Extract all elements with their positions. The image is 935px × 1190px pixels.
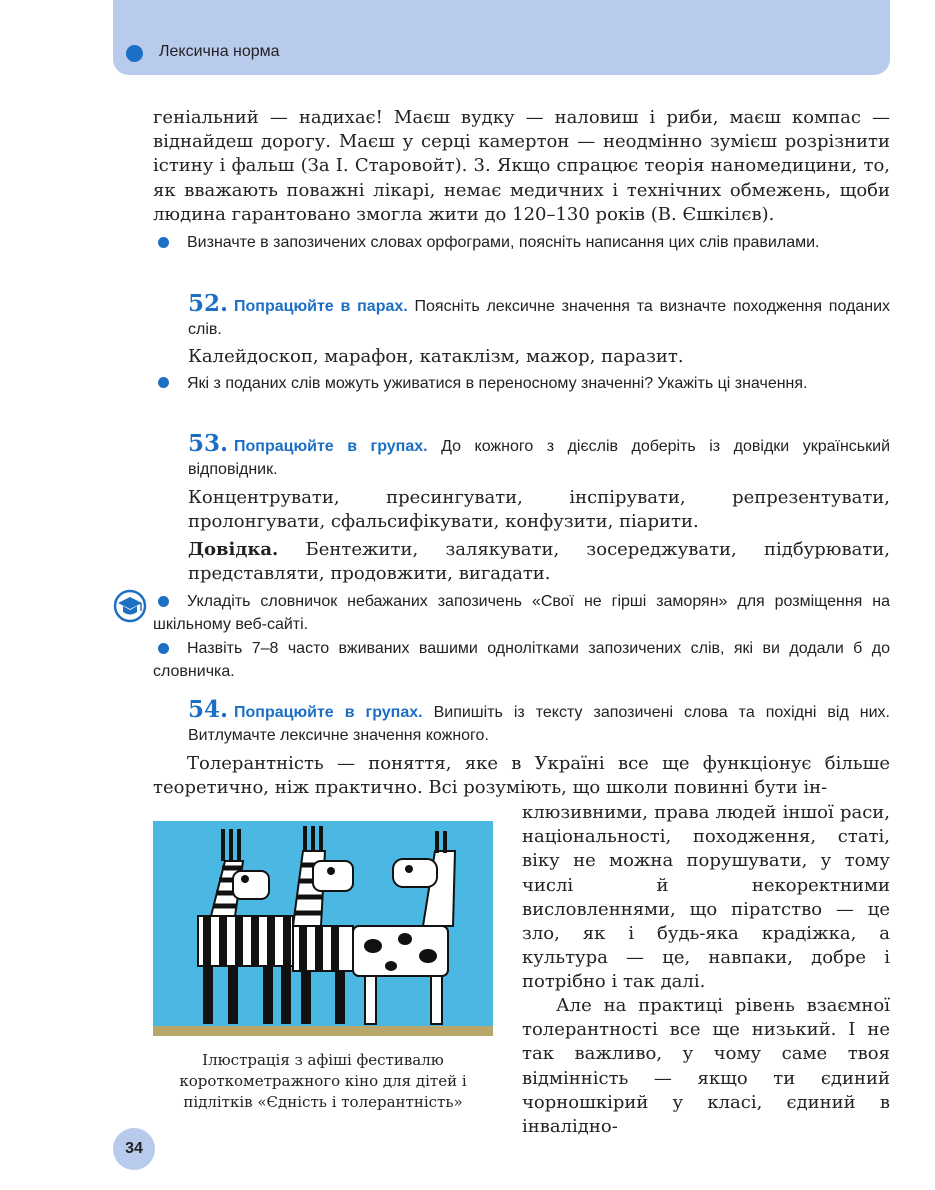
task-52-bullet: Які з поданих слів можуть уживатися в переносному значенні? Укажіть ці значення. — [187, 375, 808, 392]
task-number: 54. — [188, 696, 229, 723]
page-number: 34 — [113, 1128, 155, 1170]
section-title: Лексична норма — [159, 43, 280, 60]
zebras-drawing — [153, 821, 493, 1036]
reference-label: Довідка. — [188, 539, 279, 560]
task-text: До кожного з дієслів доберіть із довідки український відповідник. — [188, 438, 891, 478]
task-bullet: Визначте в запозичених словах орфограми, поясніть написання цих слів правилами. — [187, 234, 820, 251]
task-52 — [188, 292, 890, 341]
task-54 — [188, 698, 890, 747]
task-number: 53. — [188, 430, 229, 457]
task-53-bullet-b: Назвіть 7–8 часто вживаних вашими однолітками запозичених слів, які ви додали б до словничка. — [153, 640, 890, 680]
text-paragraph-1: Толерантність — поняття, яке в Україні все ще функціонує більше теоретично, ніж практично. Всі розуміють, що школи повинні бути ін- — [153, 753, 890, 799]
task-52-words: Калейдоскоп, марафон, катаклізм, мажор, паразит. — [188, 346, 684, 367]
header-bullet-icon — [126, 45, 143, 62]
task-action: Попрацюйте в групах. — [234, 438, 428, 455]
graduation-cap-icon — [113, 589, 147, 623]
page-header — [113, 0, 890, 75]
text-column-2: Але на практиці рівень взаємної толерантності все ще низький. І не так важливо, у чому саме твоя відмінність — якщо ти єдиний чорношкірий у класі, єдиний в інвалідно- — [522, 995, 890, 1138]
reference-block — [188, 538, 890, 586]
image-caption: Ілюстрація з афіші фестивалю короткометражного кіно для дітей і підлітків «Єдність і толерантність» — [179, 1051, 467, 1111]
zebras-illustration — [153, 821, 493, 1036]
intro-paragraph: геніальний — надихає! Маєш вудку — наловиш і риби, маєш компас — віднайдеш дорогу. Маєш у серці камертон — неодмінно зумієш розрізнити істину і фальш (За І. Старовойт). 3. Якщо спрацює теорія наномедицини, то, як вважають поважні лікарі, немає медичних і технічних обмежень, щоби людина гарантовано змогла жити до 120–130 років (В. Єшкілєв). — [153, 107, 890, 225]
task-53-bullet-a: Укладіть словничок небажаних запозичень «Свої не гірші заморян» для розміщення на шкільному веб-сайті. — [153, 593, 890, 633]
task-53 — [188, 432, 890, 481]
reference-text: Бентежити, залякувати, зосереджувати, підбурювати, представляти, продовжити, вигадати. — [188, 539, 890, 585]
task-text: Поясніть лексичне значення та визначте походження поданих слів. — [188, 298, 891, 338]
text-column-1: клюзивними, права людей іншої раси, національності, походження, статі, віку не можна порушувати, у тому числі й некоректними висловленнями, що піратство — це зло, як і будь-яка крадіжка, а культура — це, навпаки, добре і потрібно і так далі. — [522, 802, 890, 993]
task-53-words: Концентрувати, пресингувати, інспірувати, репрезентувати, пролонгувати, сфальсифікувати, конфузити, піарити. — [188, 487, 890, 533]
task-action: Попрацюйте в групах. — [234, 704, 423, 721]
task-number: 52. — [188, 290, 229, 317]
task-action: Попрацюйте в парах. — [234, 298, 408, 315]
task-text: Випишіть із тексту запозичені слова та похідні від них. Витлумачте лексичне значення кожного. — [188, 704, 891, 744]
